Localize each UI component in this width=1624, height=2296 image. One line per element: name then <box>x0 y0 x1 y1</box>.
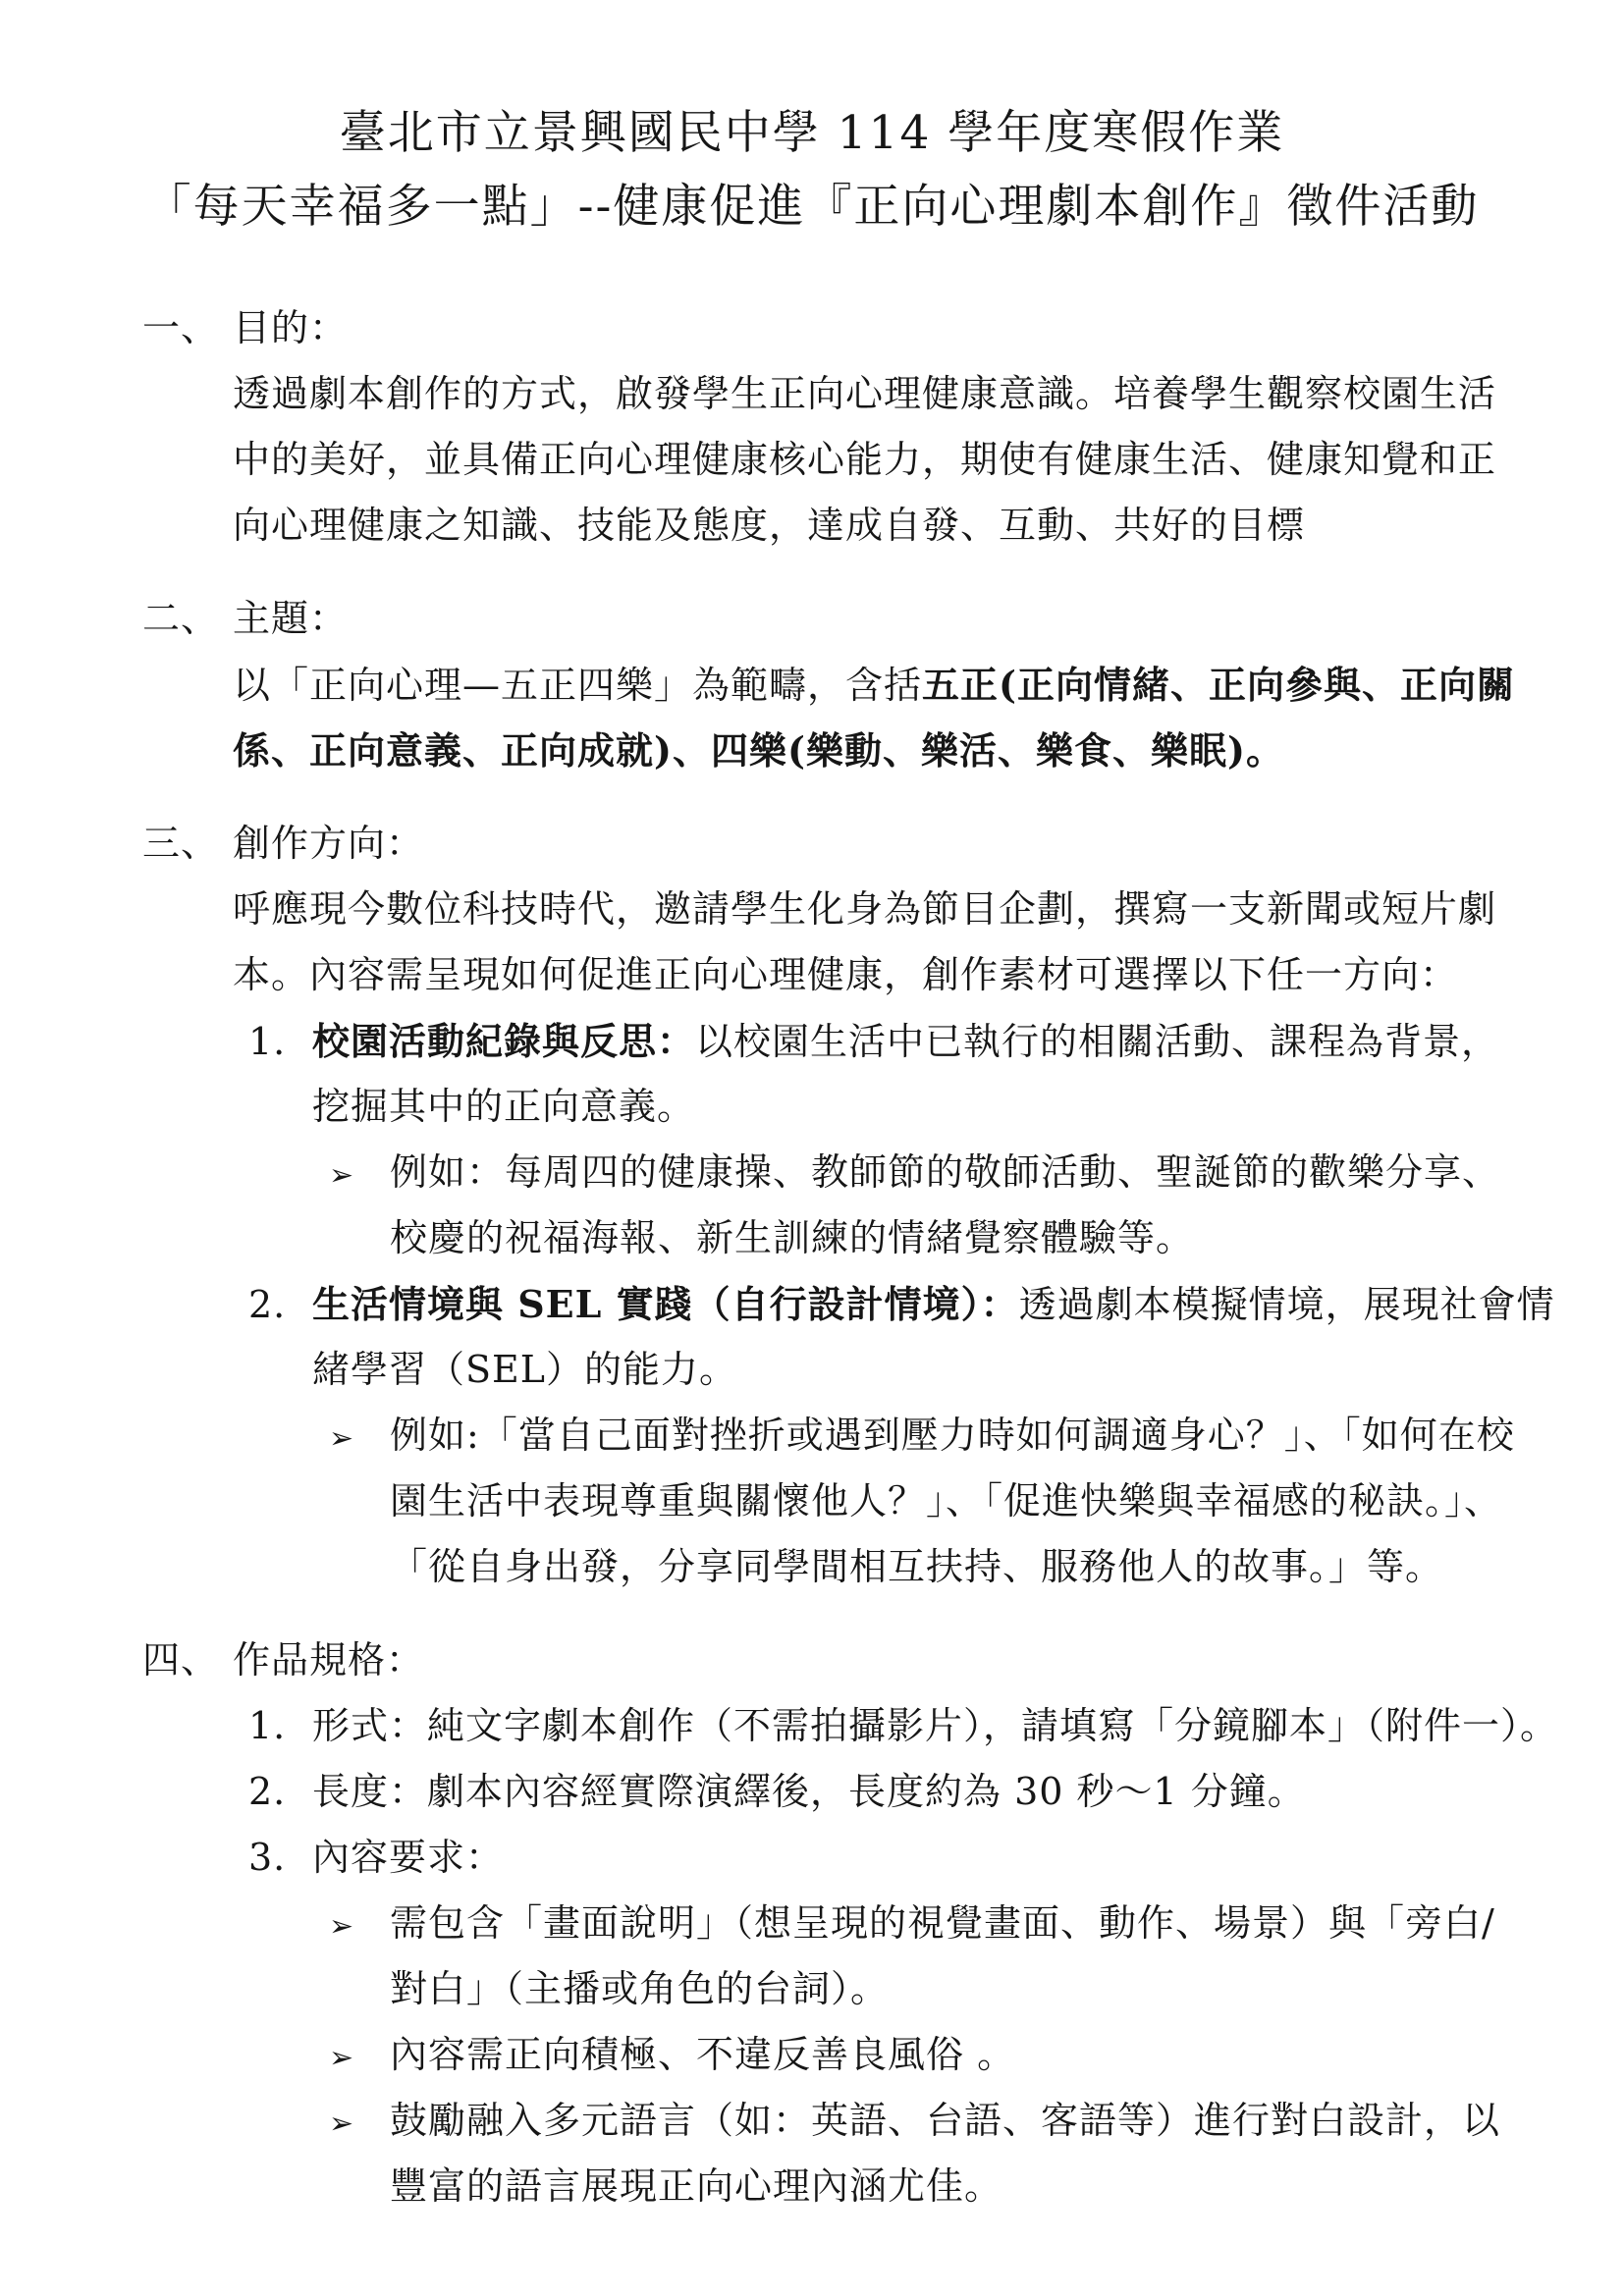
list-item-2-text: 透過劇本模擬情境，展現社會情 <box>1018 1283 1555 1326</box>
section-1-title: 目的： <box>233 306 349 349</box>
list-item-3 <box>0 1825 1624 1891</box>
bullet-text: 例如:「當自己面對挫折或遇到壓力時如何調適身心？」、「如何在校 <box>390 1414 1515 1457</box>
list-item-1-text: 形式：純文字劇本創作（不需拍攝影片），請填寫「分鏡腳本」（附件一）。 <box>312 1704 1559 1747</box>
arrow-bullet-icon: ➢ <box>329 1421 355 1456</box>
list-item-2-number: 2. <box>248 1770 287 1813</box>
bullet-text: 需包含「畫面說明」（想呈現的視覺畫面、動作、場景）與「旁白/ <box>390 1901 1495 1945</box>
section-2-number: 二、 <box>142 597 220 640</box>
bullet-line <box>0 1891 1624 1956</box>
document-title-line-2: 「每天幸福多一點」--健康促進『正向心理劇本創作』徵件活動 <box>144 180 1480 234</box>
paragraph-line-bold: 係、正向意義、正向成就)、四樂(樂動、樂活、樂食、樂眠)。 <box>233 728 1284 773</box>
bullet-line <box>0 2088 1624 2154</box>
arrow-bullet-icon: ➢ <box>329 2041 355 2075</box>
list-item-1 <box>0 1008 1624 1074</box>
list-item-2-text: 長度：劇本內容經實際演繹後，長度約為 30 秒～1 分鐘。 <box>312 1770 1306 1813</box>
section-2-title: 主題： <box>233 597 349 640</box>
bullet-continuation-line: 校慶的祝福海報、新生訓練的情緒覺察體驗等。 <box>390 1216 1195 1259</box>
section-4-title: 作品規格： <box>233 1638 425 1682</box>
paragraph-text: 以「正向心理—五正四樂」為範疇，含括 <box>233 664 923 707</box>
bullet-continuation-line: 「從自身出發，分享同學間相互扶持、服務他人的故事。」等。 <box>390 1545 1444 1588</box>
bullet-continuation-line: 對白」（主播或角色的台詞）。 <box>390 1967 890 2010</box>
list-item-1-text: 以校園生活中已執行的相關活動、課程為背景， <box>695 1020 1500 1063</box>
list-item-3-text: 內容要求： <box>312 1836 505 1879</box>
bullet-continuation-line: 園生活中表現尊重與關懷他人？」、「促進快樂與幸福感的秘訣。」、 <box>390 1479 1503 1522</box>
paragraph-line: 本。內容需呈現如何促進正向心理健康，創作素材可選擇以下任一方向： <box>233 953 1459 996</box>
bullet-text: 內容需正向積極、不違反善良風俗 。 <box>390 2033 1016 2076</box>
section-4-number: 四、 <box>142 1638 220 1682</box>
paragraph-text-bold: 五正(正向情緒、正向參與、正向關 <box>922 663 1515 707</box>
list-item-2-lead: 生活情境與 SEL 實踐（自行設計情境）： <box>312 1282 1019 1326</box>
bullet-continuation-line: 豐富的語言展現正向心理內涵尤佳。 <box>390 2164 1003 2208</box>
list-item-1-number: 1. <box>248 1704 287 1747</box>
bullet-text: 例如：每周四的健康操、教師節的敬師活動、聖誕節的歡樂分享、 <box>390 1150 1501 1194</box>
paragraph-line: 透過劇本創作的方式，啟發學生正向心理健康意識。培養學生觀察校園生活 <box>233 372 1497 415</box>
list-item-2 <box>0 1759 1624 1825</box>
list-item-1 <box>0 1693 1624 1759</box>
list-item-2-continuation: 緒學習（SEL）的能力。 <box>312 1348 738 1391</box>
paragraph-line: 中的美好，並具備正向心理健康核心能力，期使有健康生活、健康知覺和正 <box>233 438 1497 481</box>
section-3-heading <box>0 811 1624 877</box>
list-item-2-number: 2. <box>248 1283 287 1326</box>
arrow-bullet-icon: ➢ <box>329 1158 355 1193</box>
bullet-text: 鼓勵融入多元語言（如：英語、台語、客語等）進行對白設計，以 <box>390 2099 1501 2142</box>
bullet-line <box>0 2022 1624 2088</box>
section-2-heading <box>0 586 1624 652</box>
list-item-2 <box>0 1271 1624 1337</box>
arrow-bullet-icon: ➢ <box>329 2107 355 2141</box>
document-header <box>0 0 1624 243</box>
bullet-line <box>0 1403 1624 1468</box>
paragraph-line: 呼應現今數位科技時代，邀請學生化身為節目企劃，撰寫一支新聞或短片劇 <box>233 887 1497 931</box>
list-item-1-number: 1. <box>248 1020 287 1063</box>
list-item-3-number: 3. <box>248 1836 287 1879</box>
section-4-heading <box>0 1628 1624 1693</box>
list-item-1-lead: 校園活動紀錄與反思： <box>312 1019 696 1063</box>
arrow-bullet-icon: ➢ <box>329 1909 355 1944</box>
section-3-title: 創作方向： <box>233 822 425 865</box>
paragraph-line: 向心理健康之知識、技能及態度，達成自發、互動、共好的目標 <box>233 504 1306 547</box>
document-title-line-1: 臺北市立景興國民中學 114 學年度寒假作業 <box>339 106 1285 160</box>
list-item-1-continuation: 挖掘其中的正向意義。 <box>312 1085 696 1128</box>
section-1-heading <box>0 295 1624 361</box>
section-1-number: 一、 <box>142 306 220 349</box>
bullet-line <box>0 1140 1624 1205</box>
section-3-number: 三、 <box>142 822 220 865</box>
paragraph-line <box>0 652 1624 718</box>
